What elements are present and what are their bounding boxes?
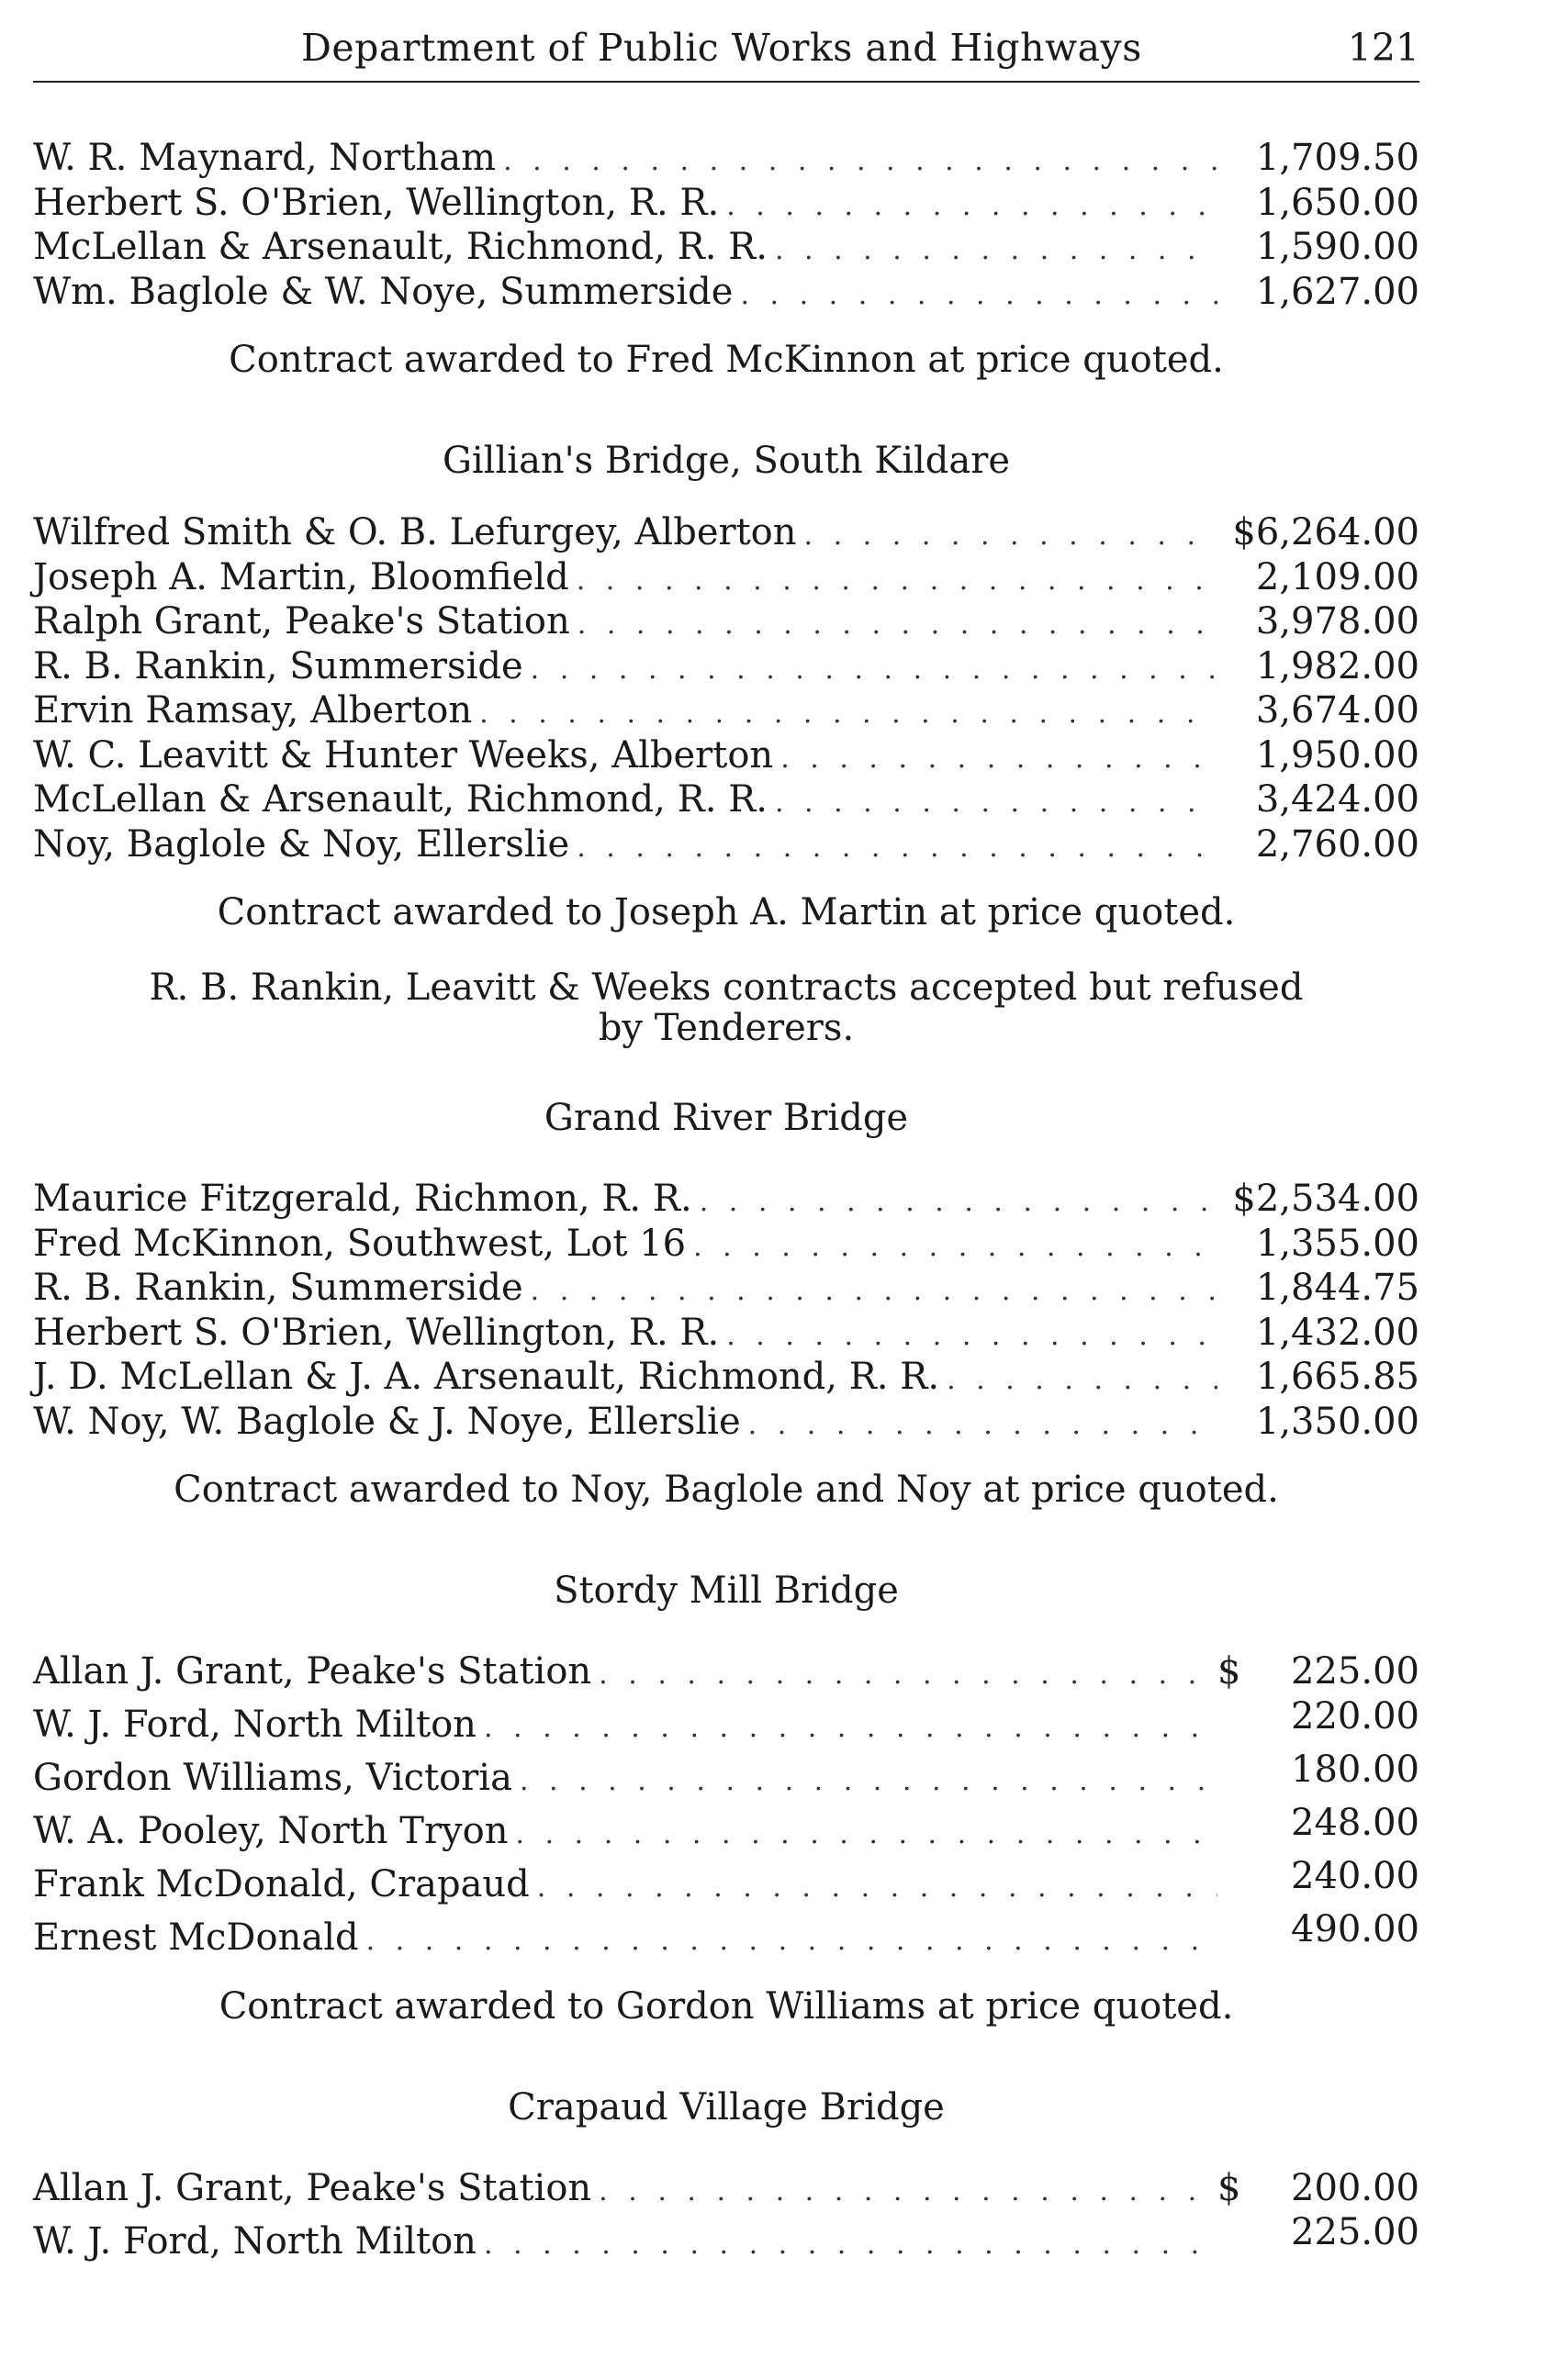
tender-list <box>33 2168 1419 2266</box>
award-note: Contract awarded to Noy, Baglole and Noy at price quoted. <box>174 1469 1279 1511</box>
tender-row: Wm. Baglole & W. Noye, Summerside . . . 1,627.00 <box>33 272 1419 317</box>
document-page <box>33 0 1419 2265</box>
tender-row: Gordon Williams, Victoria . . . 180.00 <box>33 1749 1419 1803</box>
tender-row: Joseph A. Martin, Bloomfield . . . 2,109.00 <box>33 557 1419 602</box>
tender-list <box>33 512 1419 868</box>
tender-row: W. Noy, W. Baglole & J. Noye, Ellerslie . . . 1,350.00 <box>33 1402 1419 1447</box>
tender-row: W. R. Maynard, Northam . . . 1,709.50 <box>33 138 1419 183</box>
tender-row: Wilfred Smith & O. B. Lefurgey, Alberton . . . $6,264.00 <box>33 512 1419 557</box>
tender-row: Allan J. Grant, Peake's Station . . . $ 200.00 <box>33 2168 1419 2213</box>
running-title: Department of Public Works and Highways <box>301 26 1142 70</box>
header-rule <box>33 81 1419 83</box>
tender-row: Frank McDonald, Crapaud . . . 240.00 <box>33 1856 1419 1909</box>
award-note: Contract awarded to Fred McKinnon at price quoted. <box>229 339 1224 381</box>
tender-row: Herbert S. O'Brien, Wellington, R. R. . . . 1,650.00 <box>33 183 1419 228</box>
tender-list <box>33 1179 1419 1446</box>
tender-row: W. A. Pooley, North Tryon . . . 248.00 <box>33 1803 1419 1856</box>
section-heading: Stordy Mill Bridge <box>554 1570 899 1612</box>
tender-row: R. B. Rankin, Summerside . . . 1,982.00 <box>33 646 1419 691</box>
tender-row: Ernest McDonald . . . 490.00 <box>33 1909 1419 1962</box>
tender-list-continued <box>33 138 1419 316</box>
tender-row: Allan J. Grant, Peake's Station . . . $ 225.00 <box>33 1651 1419 1696</box>
tender-row: McLellan & Arsenault, Richmond, R. R. . . . 1,590.00 <box>33 227 1419 272</box>
tender-row: Maurice Fitzgerald, Richmon, R. R. . . . $2,534.00 <box>33 1179 1419 1224</box>
tender-row: Herbert S. O'Brien, Wellington, R. R. . . . 1,432.00 <box>33 1313 1419 1358</box>
tender-row: R. B. Rankin, Summerside . . . 1,844.75 <box>33 1268 1419 1313</box>
tender-row: Noy, Baglole & Noy, Ellerslie . . . 2,760.00 <box>33 824 1419 869</box>
refusal-note-line2: by Tenderers. <box>598 1007 855 1049</box>
section-heading: Gillian's Bridge, South Kildare <box>442 440 1011 482</box>
dollar-sign: $ <box>1217 2166 1241 2209</box>
page-number: 121 <box>1347 26 1419 70</box>
tender-list <box>33 1651 1419 1962</box>
tender-row: J. D. McLellan & J. A. Arsenault, Richmond, R. R. . . . 1,665.85 <box>33 1357 1419 1402</box>
dollar-sign: $ <box>1217 1650 1241 1693</box>
award-note: Contract awarded to Gordon Williams at price quoted. <box>219 1984 1234 2028</box>
award-note: Contract awarded to Joseph A. Martin at price quoted. <box>217 891 1236 933</box>
section-heading: Grand River Bridge <box>544 1097 909 1139</box>
tender-row: Ralph Grant, Peake's Station . . . 3,978.00 <box>33 601 1419 646</box>
tender-row: W. C. Leavitt & Hunter Weeks, Alberton . . . 1,950.00 <box>33 735 1419 780</box>
tender-row: McLellan & Arsenault, Richmond, R. R. . . . 3,424.00 <box>33 779 1419 824</box>
refusal-note-line1: R. B. Rankin, Leavitt & Weeks contracts accepted but refused <box>149 967 1304 1009</box>
section-heading: Crapaud Village Bridge <box>508 2085 945 2129</box>
tender-row: Fred McKinnon, Southwest, Lot 16 . . . 1,355.00 <box>33 1224 1419 1268</box>
tender-row: Ervin Ramsay, Alberton . . . 3,674.00 <box>33 690 1419 735</box>
page-header <box>33 0 1419 84</box>
tender-row: W. J. Ford, North Milton . . . 225.00 <box>33 2212 1419 2265</box>
tender-row: W. J. Ford, North Milton . . . 220.00 <box>33 1696 1419 1749</box>
